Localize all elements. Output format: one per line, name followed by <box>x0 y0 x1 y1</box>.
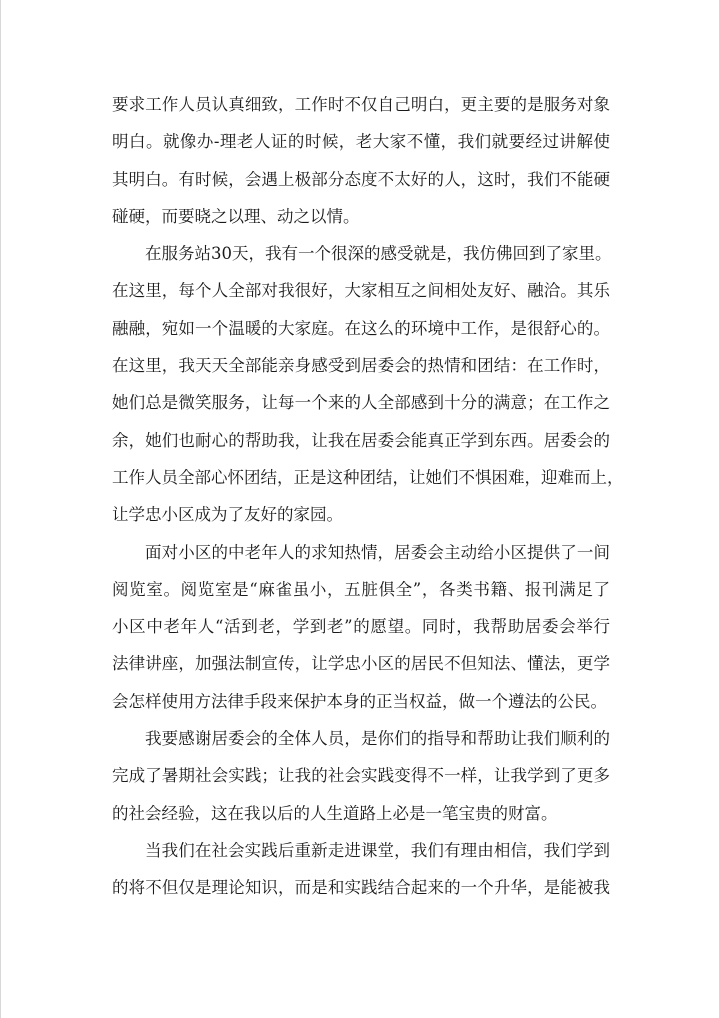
text-line: 会怎样使用方法律手段来保护本身的正当权益，做一个遵法的公民。 <box>112 691 607 711</box>
text-line: 法律讲座，加强法制宣传，让学忠小区的居民不但知法、懂法，更学 <box>112 654 610 674</box>
text-line: 余，她们也耐心的帮助我，让我在居委会能真正学到东西。居委会的 <box>112 430 610 450</box>
text-line: 的将不但仅是理论知识，而是和实践结合起来的一个升华，是能被我 <box>112 878 610 898</box>
text-line: 完成了暑期社会实践；让我的社会实践变得不一样，让我学到了更多 <box>112 766 610 786</box>
text-line: 我要感谢居委会的全体人员，是你们的指导和帮助让我们顺利的 <box>145 729 610 749</box>
paragraph-4 <box>112 720 610 832</box>
paragraph-1 <box>112 86 610 235</box>
text-line: 在这里，我天天全部能亲身感受到居委会的热情和团结：在工作时， <box>112 356 610 376</box>
text-line: 她们总是微笑服务，让每一个来的人全部感到十分的满意；在工作之 <box>112 393 610 413</box>
document-body <box>112 86 624 907</box>
text-line: 当我们在社会实践后重新走进课堂，我们有理由相信，我们学到 <box>145 840 610 860</box>
paragraph-2 <box>112 235 624 533</box>
text-line: 工作人员全部心怀团结，正是这种团结，让她们不惧困难，迎难而上， <box>112 467 624 487</box>
paragraph-5 <box>112 832 610 907</box>
text-line: 在服务站30天，我有一个很深的感受就是，我仿佛回到了家里。 <box>145 244 612 264</box>
text-line: 明白。就像办-理老人证的时候，老大家不懂，我们就要经过讲解使 <box>112 132 610 152</box>
text-line: 其明白。有时候，会遇上极部分态度不太好的人，这时，我们不能硬 <box>112 169 610 189</box>
text-line: 面对小区的中老年人的求知热情，居委会主动给小区提供了一间 <box>145 542 610 562</box>
text-line: 融融，宛如一个温暖的大家庭。在这么的环境中工作，是很舒心的。 <box>112 318 610 338</box>
text-line: 的社会经验，这在我以后的人生道路上必是一笔宝贵的财富。 <box>112 803 558 823</box>
text-line: 阅览室。阅览室是“麻雀虽小，五脏俱全”，各类书籍、报刊满足了 <box>112 579 610 599</box>
text-line: 让学忠小区成为了友好的家园。 <box>112 505 343 525</box>
text-line: 小区中老年人“活到老，学到老”的愿望。同时，我帮助居委会举行 <box>112 617 610 637</box>
paragraph-3 <box>112 534 610 720</box>
text-line: 碰硬，而要晓之以理、动之以情。 <box>112 206 360 226</box>
text-line: 在这里，每个人全部对我很好，大家相互之间相处友好、融洽。其乐 <box>112 281 610 301</box>
text-line: 要求工作人员认真细致，工作时不仅自己明白，更主要的是服务对象 <box>112 95 610 114</box>
